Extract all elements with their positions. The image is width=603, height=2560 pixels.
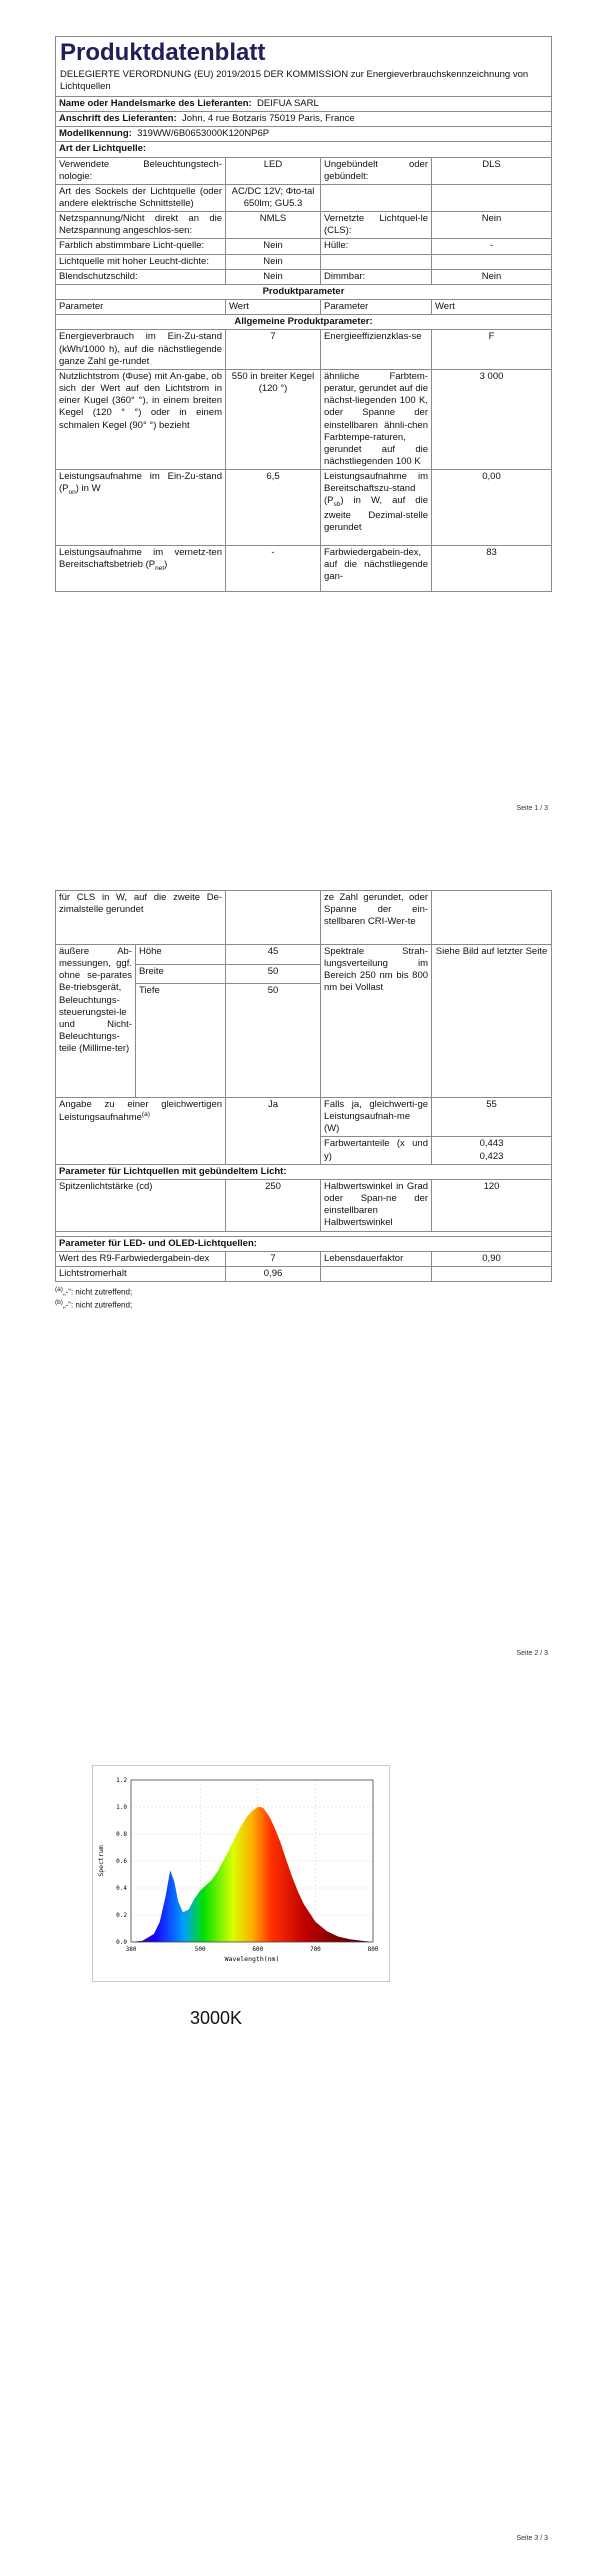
spectrum-plot <box>93 1766 389 1981</box>
page-number-1: Seite 1 / 3 <box>516 805 548 812</box>
page-1 <box>0 0 603 820</box>
row-luminous-flux: Nutzlichtstrom (Φuse) mit An-gabe, ob sich der Wert auf den Lichtstrom in einer Kugel (360° °), in einem breiten Kegel (120 ° °) oder in einem schmalen Kegel (90° °) bezieht 550 in breiter Kegel (120 °) ähnliche Farbtem-peratur, gerundet auf die nächst-liegenden 100 K, oder Spanne der einstellbaren ähnli-chen Farbtempe-raturen, gerundet auf die nächstliegenden 100 K 3 000 <box>56 369 552 469</box>
y-tick-label: 0.0 <box>116 1939 127 1946</box>
title-row <box>56 37 552 97</box>
page-number-2: Seite 2 / 3 <box>516 1650 548 1657</box>
supplier-address: Anschrift des Lieferanten: John, 4 rue Botzaris 75019 Paris, France <box>56 112 552 127</box>
row-continued: für CLS in W, auf die zweite De-zimalstelle gerundet ze Zahl gerundet, oder Spanne der ein-stellbaren CRI-Wer-te <box>56 891 552 945</box>
y-tick-label: 1.2 <box>116 1777 127 1784</box>
footnotes <box>55 1286 551 1309</box>
supplier-name: Name oder Handelsmarke des Lieferanten: DEIFUA SARL <box>56 96 552 111</box>
spectral-value: Siehe Bild auf letzter Seite <box>432 945 552 1098</box>
datasheet-page-1 <box>55 36 551 592</box>
row-peak-intensity: Spitzenlichtstärke (cd) 250 Halbwertswinkel in Grad oder Span-ne der einstellbaren Halbwertswinkel 120 <box>56 1179 552 1231</box>
x-tick-label: 380 <box>125 1946 137 1953</box>
x-tick-label: 700 <box>309 1946 321 1953</box>
cct-caption: 3000K <box>190 2008 243 2028</box>
y-tick-label: 0.8 <box>116 1831 127 1838</box>
datasheet-table-1 <box>55 36 552 592</box>
ls-row-glare: Blendschutzschild: Nein Dimmbar: Nein <box>56 269 552 284</box>
ls-row-tunable: Farblich abstimmbare Licht-quelle: Nein Hülle: - <box>56 239 552 254</box>
page-2 <box>0 850 603 1680</box>
x-tick-label: 600 <box>252 1946 264 1953</box>
product-params-heading: Produktparameter <box>56 284 552 299</box>
row-networked-standby: Leistungsaufnahme im vernetz-ten Bereitschaftsbetrieb $(P_{net})$ - Farbwiedergabein-dex, auf die nächstliegende gan- 83 <box>56 546 552 592</box>
directional-heading: Parameter für Lichtquellen mit gebündeltem Licht: <box>56 1164 552 1179</box>
datasheet-table-2 <box>55 890 552 1282</box>
footnote-b: $^{(b)}$„-“: nicht zutreffend; <box>55 1298 133 1310</box>
footnote-a: $^{(a)}$„-“: nicht zutreffend; <box>55 1286 133 1297</box>
row-chromaticity: Farbwertanteile (x und y) 0,443 0,423 <box>56 1137 552 1164</box>
y-tick-label: 0.6 <box>116 1858 127 1865</box>
model-identifier: Modellkennung: 319WW/6B0653000K120NP6P <box>56 127 552 142</box>
row-equivalent-power: Angabe zu einer gleichwertigen Leistungsaufnahme$^{(a)}$ Ja Falls ja, gleichwerti-ge Leistungsaufnah-me (W) 55 <box>56 1098 552 1137</box>
row-lumen-maintenance: Lichtstromerhalt 0,96 <box>56 1266 552 1281</box>
x-tick-label: 500 <box>194 1946 206 1953</box>
y-tick-label: 0.2 <box>116 1912 127 1919</box>
spectral-label: Spektrale Strah-lungsverteilung im Bereich 250 nm bis 800 nm bei Vollast <box>321 945 432 1098</box>
led-heading: Parameter für LED- und OLED-Lichtquellen: <box>56 1236 552 1251</box>
general-params-heading: Allgemeine Produktparameter: <box>56 315 552 330</box>
x-axis-label: Wavelength(nm) <box>224 1955 280 1963</box>
row-dimension-height: äußere Ab-messungen, ggf. ohne se-parates Be-triebsgerät, Beleuchtungs-steuerungstei-le und Nicht-Beleuchtungs-teile (Millime-ter) Höhe 45 Spektrale Strah-lungsverteilung im Bereich 250 nm bis 800 nm bei Vollast Siehe Bild auf letzter Seite <box>56 945 552 965</box>
datasheet-page-2 <box>55 890 551 1309</box>
light-source-heading: Art der Lichtquelle: <box>56 142 552 157</box>
chroma-y: 0,423 <box>479 1150 504 1162</box>
x-tick-label: 800 <box>367 1946 379 1953</box>
regulation-subtitle: DELEGIERTE VERORDNUNG (EU) 2019/2015 DER KOMMISSION zur Energieverbrauchskennzeichnung von Lichtquellen <box>60 68 529 92</box>
ls-row-mains: Netzspannung/Nicht direkt an die Netzspannung angeschlos-sen: NMLS Vernetzte Lichtquel-le (CLS): Nein <box>56 212 552 239</box>
y-tick-label: 0.4 <box>116 1885 127 1892</box>
dimensions-label: äußere Ab-messungen, ggf. ohne se-parates Be-triebsgerät, Beleuchtungs-steuerungstei-le und Nicht-Beleuchtungs-teile (Millime-ter) <box>56 945 136 1098</box>
ls-row-technology: Verwendete Beleuchtungstech-nologie: LED Ungebündelt oder gebündelt: DLS <box>56 157 552 184</box>
row-r9: Wert des R9-Farbwiedergabein-dex 7 Lebensdauerfaktor 0,90 <box>56 1251 552 1266</box>
spectrum-chart <box>92 1765 390 1982</box>
spectrum-area <box>131 1807 373 1942</box>
row-dimension-depth: Tiefe 50 <box>56 984 552 1098</box>
page-number-3: Seite 3 / 3 <box>516 2535 548 2542</box>
row-dimension-width: Breite 50 <box>56 964 552 984</box>
y-tick-label: 1.0 <box>116 1804 127 1811</box>
ls-row-socket: Art des Sockels der Lichtquelle (oder andere elektrische Schnittstelle) AC/DC 12V; Φto-tal 650lm; GU5.3 <box>56 184 552 211</box>
page-title: Produktdatenblatt <box>60 39 266 66</box>
ls-row-luminance: Lichtquelle mit hoher Leucht-dichte: Nein <box>56 254 552 269</box>
row-energy-consumption: Energieverbrauch im Ein-Zu-stand (kWh/1000 h), auf die nächstliegende ganze Zahl ge-rundet 7 Energieeffizienzklas-se F <box>56 330 552 369</box>
y-axis-label: Spectrum <box>97 1845 105 1877</box>
chroma-x: 0,443 <box>479 1138 504 1150</box>
row-on-mode-power: Leistungsaufnahme im Ein-Zu-stand $(P_{on})$ in W 6,5 Leistungsaufnahme im Bereitschaftszu-stand $(P_{sb})$ in W, auf die zweite Dezimal-stelle gerundet 0,00 <box>56 470 552 546</box>
params-column-headers: Parameter Wert Parameter Wert <box>56 300 552 315</box>
